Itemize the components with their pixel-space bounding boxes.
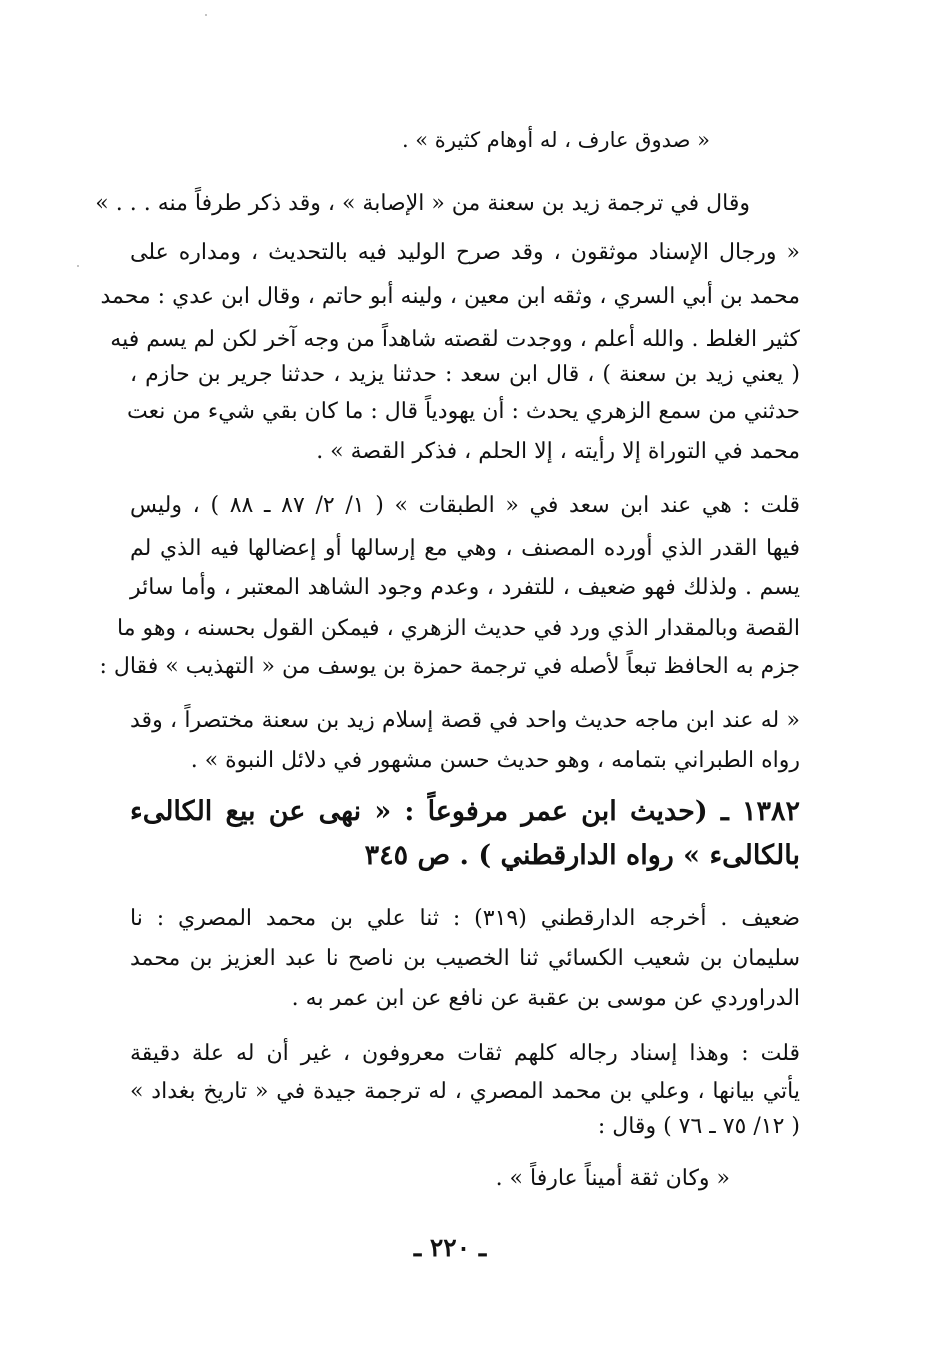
paragraph-line: ضعيف . أخرجه الدارقطني (٣١٩) : ثنا علي بن محمد المصري : نا	[130, 906, 800, 931]
paragraph-line: وقال في ترجمة زيد بن سعنة من « الإصابة » ، وقد ذكر طرفاً منه . . . »	[95, 191, 750, 216]
quote-line: ( يعني زيد بن سعنة ) ، قال ابن سعد : حدثنا يزيد ، حدثنا جرير بن حازم ،	[130, 362, 800, 387]
hadith-heading: بالكالىء » رواه الدارقطني ) . ص ٣٤٥	[364, 840, 800, 871]
paragraph-line: القصة وبالمقدار الذي ورد في حديث الزهري ، فيمكن القول بحسنه ، وهو ما	[116, 616, 800, 641]
paragraph-line: قلت : هي عند ابن سعد في « الطبقات » ( ١/ ٢/ ٨٧ ـ ٨٨ ) ، وليس	[130, 493, 801, 518]
paragraph-line: جزم به الحافظ تبعاً لأصله في ترجمة حمزة بن يوسف من « التهذيب » فقال :	[99, 654, 800, 679]
quote-line: محمد في التوراة إلا رأيته ، إلا الحلم ، فذكر القصة » .	[316, 439, 800, 464]
quote-line: « ورجال الإسناد موثقون ، وقد صرح الوليد فيه بالتحديث ، ومداره على	[130, 240, 800, 265]
paragraph-line: ( ١٢/ ٧٥ ـ ٧٦ ) وقال :	[597, 1114, 800, 1139]
hadith-heading: ١٣٨٢ ـ (حديث ابن عمر مرفوعاً : « نهى عن بيع الكالىء	[130, 796, 800, 827]
quote-line: رواه الطبراني بتمامه ، وهو حديث حسن مشهور في دلائل النبوة » .	[190, 748, 800, 773]
quote-line: محمد بن أبي السري ، وثقه ابن معين ، ولينه أبو حاتم ، وقال ابن عدي : محمد	[100, 284, 800, 309]
page-number: ـ ٢٢٠ ـ	[413, 1233, 487, 1262]
quote-line: « له عند ابن ماجه حديث واحد في قصة إسلام زيد بن سعنة مختصراً ، وقد	[130, 708, 800, 733]
paragraph-line: الدراوردي عن موسى بن عقبة عن نافع عن ابن عمر به .	[291, 986, 800, 1011]
paragraph-line: يأتي بيانها ، وعلي بن محمد المصري ، له ترجمة جيدة في « تاريخ بغداد »	[130, 1079, 800, 1104]
quote-line: « صدوق عارف ، له أوهام كثيرة » .	[401, 128, 710, 152]
quote-line: حدثني من سمع الزهري يحدث : أن يهودياً قال : ما كان بقي شيء من نعت	[127, 399, 800, 424]
quote-line: كثير الغلط . والله أعلم ، ووجدت لقصته شاهداً من وجه آخر لكن لم يسم فيه	[110, 327, 800, 352]
scan-speck	[205, 14, 207, 16]
quote-line: « وكان ثقة أميناً عارفاً » .	[495, 1166, 730, 1191]
paragraph-line: فيها القدر الذي أورده المصنف ، وهي مع إرسالها أو إعضالها فيه الذي لم	[130, 536, 800, 561]
paragraph-line: سليمان بن شعيب الكسائي ثنا الخصيب بن ناصح نا عبد العزيز بن محمد	[130, 946, 800, 971]
paragraph-line: يسم . ولذلك فهو ضعيف ، للتفرد ، وعدم وجود الشاهد المعتبر ، وأما سائر	[130, 575, 800, 600]
paragraph-line: قلت : وهذا إسناد رجاله كلهم ثقات معروفون ، غير أن له علة دقيقة	[130, 1041, 800, 1066]
scan-speck	[77, 265, 79, 267]
